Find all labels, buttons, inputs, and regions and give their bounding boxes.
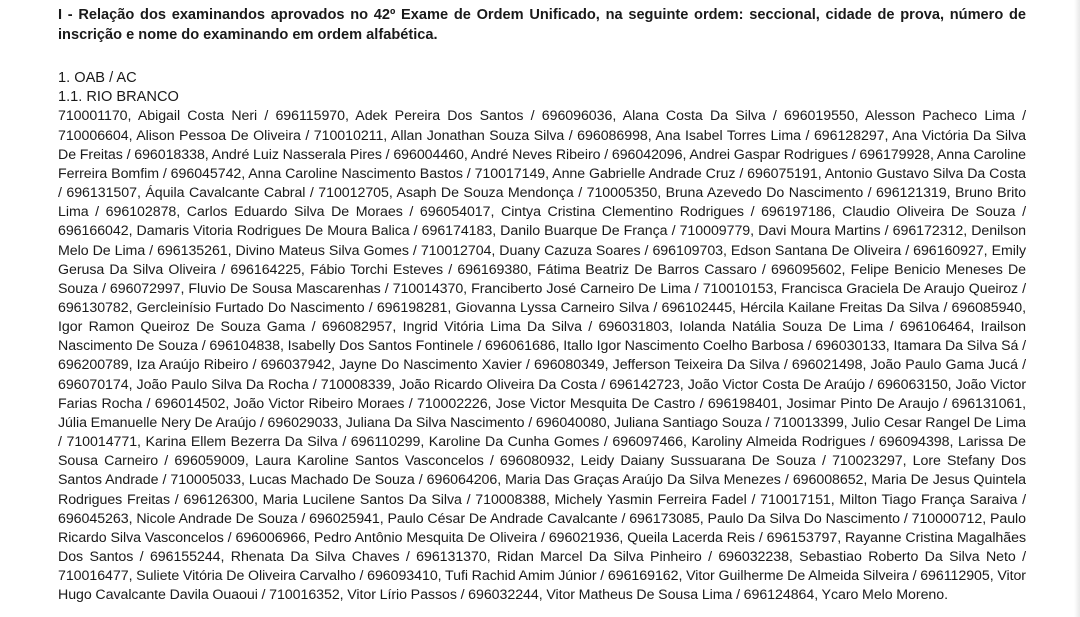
candidates-list: 710001170, Abigail Costa Neri / 696115970, Adek Pereira Dos Santos / 696096036, Alana Costa Da Silva / 696019550, Alesson Pacheco Lima / 710006604, Alison Pessoa De Oliveira / 710010211, Allan Jonathan Souza Silva / 696086998, Ana Isabel Torres Lima / 696128297, Ana Victória Da Silva De Freitas / 696018338, André Luiz Nasserala Pires / 696004460, André Neves Ribeiro / 696042096, Andrei Gaspar Rodrigues / 696179928, Anna Caroline Ferreira Bomfim / 696045742, Anna Caroline Nascimento Bastos / 710017149, Anne Gabrielle Andrade Cruz / 696075191, Antonio Gustavo Silva Da Costa / 696131507, Áquila Cavalcante Cabral / 710012705, Asaph De Souza Mendonça / 710005350, Bruna Azevedo Do Nascimento / 696121319, Bruno Brito Lima / 696102878, Carlos Eduardo Silva De Moraes / 696054017, Cintya Cristina Clementino Rodrigues / 696197186, Claudio Oliveira De Souza / 696166042, Damaris Vitoria Rodrigues De Moura Balica / 696174183, Danilo Buarque De França / 710009779, Davi Moura Martins / 696172312, Denilson Melo De Lima / 696135261, Divino Mateus Silva Gomes / 710012704, Duany Cazuza Soares / 696109703, Edson Santana De Oliveira / 696160927, Emily Gerusa Da Silva Oliveira / 696164225, Fábio Torchi Esteves / 696169380, Fátima Beatriz De Barros Cassaro / 696095602, Felipe Benicio Meneses De Souza / 696072997, Fluvio De Sousa Mascarenhas / 710014370, Franciberto José Carneiro De Lima / 710010153, Francisca Graciela De Araujo Queiroz / 696130782, Gercleinísio Furtado Do Nascimento / 696198281, Giovanna Lyssa Carneiro Silva / 696102445, Hércila Kailane Freitas Da Silva / 696085940, Igor Ramon Queiroz De Souza Gama / 696082957, Ingrid Vitória Lima Da Silva / 696031803, Iolanda Natália Souza De Lima / 696106464, Irailson Nascimento De Souza / 696104838, Isabelly Dos Santos Fontinele / 696061686, Itallo Igor Nascimento Coelho Barbosa / 696030133, Itamara Da Silva Sá / 696200789, Iza Araújo Ribeiro / 696037942, Jayne Do Nascimento Xavier / 696080349, Jefferson Teixeira Da Silva / 696021498, João Paulo Gama Jucá / 696070174, João Paulo Silva Da Rocha / 710008339, João Ricardo Oliveira Da Costa / 696142723, João Victor Costa De Araújo / 696063150, João Victor Farias Rocha / 696014502, João Victor Ribeiro Moraes / 710002226, Jose Victor Mesquita De Castro / 696198401, Josimar Pinto De Araujo / 696131061, Júlia Emanuelle Nery De Araújo / 696029033, Juliana Da Silva Nascimento / 696040080, Juliana Santiago Souza / 710013399, Julio Cesar Rangel De Lima / 710014771, Karina Ellem Bezerra Da Silva / 696110299, Karoline Da Cunha Gomes / 696097466, Karoliny Almeida Rodrigues / 696094398, Larissa De Sousa Carneiro / 696059009, Laura Karoline Santos Vasconcelos / 696080932, Leidy Daiany Sussuarana De Souza / 710023297, Lore Stefany Dos Santos Andrade / 710005033, Lucas Machado De Souza / 696064206, Maria Das Graças Araújo Da Silva Menezes / 696008652, Maria De Jesus Quintela Rodrigues Freitas / 696126300, Maria Lucilene Santos Da Silva / 710008388, Michely Yasmin Ferreira Fadel / 710017151, Milton Tiago França Saraiva / 696045263, Nicole Andrade De Souza / 696025941, Paulo César De Andrade Cavalcante / 696173085, Paulo Da Silva Do Nascimento / 710000712, Paulo Ricardo Silva Vasconcelos / 696006966, Pedro Antônio Mesquita De Oliveira / 696021936, Queila Lacerda Reis / 696153797, Rayanne Cristina Magalhães Dos Santos / 696155244, Rhenata Da Silva Chaves / 696131370, Ridan Marcel Da Silva Pinheiro / 696032238, Sebastiao Roberto Da Silva Neto / 710016477, Suliete Vitória De Oliveira Carvalho / 696093410, Tufi Rachid Amim Júnior / 696169162, Vitor Guilherme De Almeida Silveira / 696112905, Vitor Hugo Cavalcante Davila Ouaoui / 710016352, Vitor Lírio Passos / 696032244, Vitor Matheus De Sousa Lima / 696124864, Ycaro Melo Moreno. bbox=[58, 108, 1026, 604]
subsection-title: 1.1. RIO BRANCO bbox=[58, 89, 179, 106]
section-title: 1. OAB / AC bbox=[58, 70, 137, 86]
page-edge-shadow bbox=[1074, 0, 1080, 617]
document-heading: I - Relação dos examinandos aprovados no 42º Exame de Ordem Unificado, na seguinte ordem: seccional, cidade de prova, número de inscrição e nome do examinando em ordem alfabética. bbox=[58, 7, 1026, 43]
document-page bbox=[58, 6, 1026, 605]
